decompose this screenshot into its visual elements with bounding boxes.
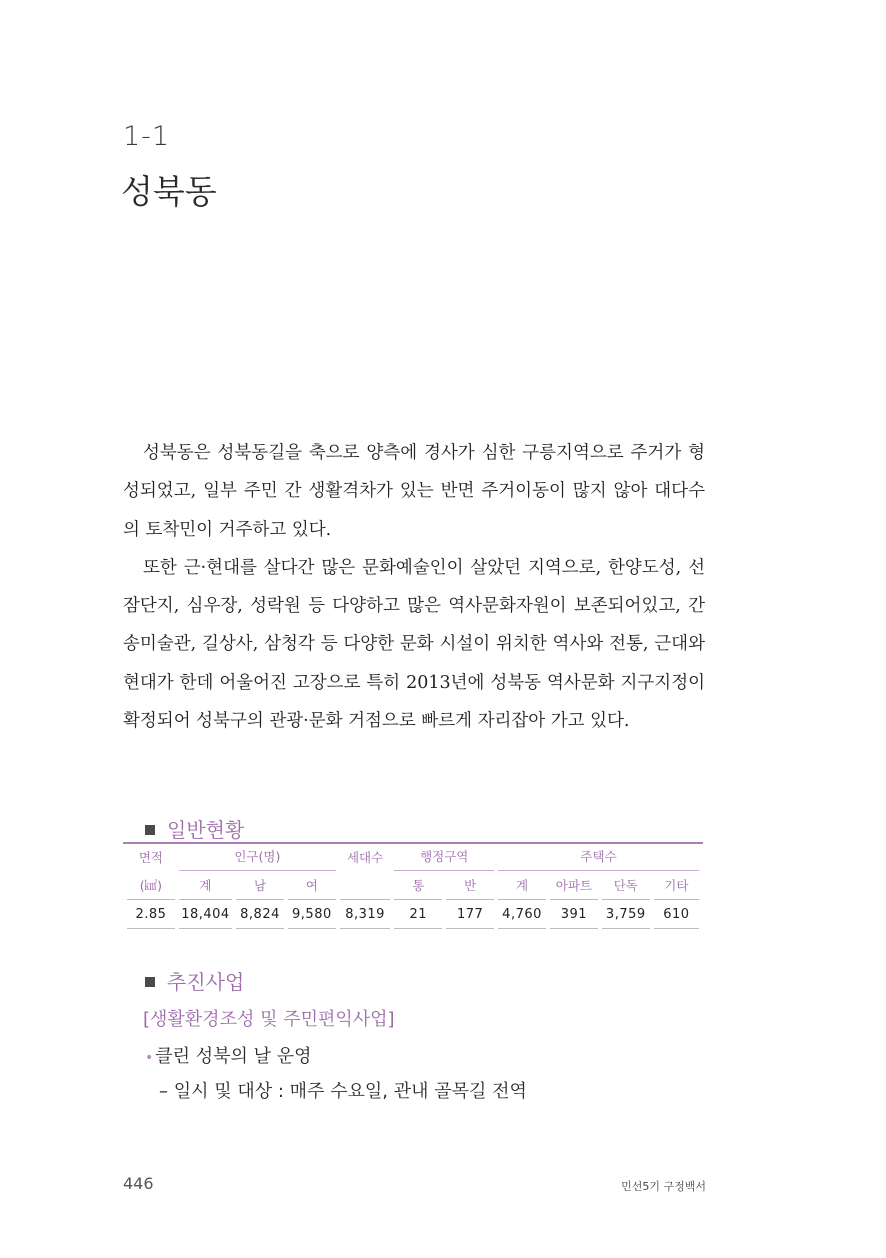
body-text (123, 434, 705, 740)
header-households: 세대수 (346, 849, 384, 865)
header-tong: 통 (394, 871, 442, 900)
project-item (145, 1042, 312, 1068)
value-pop-female: 9,580 (288, 900, 336, 929)
header-apartment: 아파트 (550, 871, 598, 900)
value-other: 610 (654, 900, 699, 929)
value-pop-male: 8,824 (236, 900, 284, 929)
value-detached: 3,759 (602, 900, 650, 929)
project-detail: – 일시 및 대상 : 매주 수요일, 관내 골목길 전역 (159, 1081, 527, 1102)
page-number: 446 (123, 1174, 154, 1193)
value-households: 8,319 (340, 900, 391, 929)
section-number: 1-1 (123, 121, 171, 152)
header-housing: 주택수 (498, 842, 699, 871)
project-category: [생활환경조성 및 주민편익사업] (143, 1009, 395, 1030)
page-title: 성북동 (121, 172, 217, 211)
value-area: 2.85 (127, 900, 175, 929)
value-tong: 21 (394, 900, 442, 929)
value-ban: 177 (446, 900, 494, 929)
header-population: 인구(명) (179, 842, 336, 871)
book-title: 민선5기 구정백서 (621, 1180, 706, 1193)
value-pop-total: 18,404 (179, 900, 232, 929)
header-area: 면적 (138, 849, 164, 865)
general-status-table (123, 842, 703, 929)
header-households-blank (340, 871, 391, 900)
square-bullet-icon (145, 825, 155, 835)
projects-heading (145, 966, 244, 995)
header-area-unit: (㎢) (127, 871, 175, 900)
header-pop-total: 계 (179, 871, 232, 900)
square-bullet-icon (145, 977, 155, 987)
value-apartment: 391 (550, 900, 598, 929)
paragraph-1: 성북동은 성북동길을 축으로 양측에 경사가 심한 구릉지역으로 주거가 형성되었고, 일부 주민 간 생활격차가 있는 반면 주거이동이 많지 않아 대다수의 토착민이 거주하고 있다. (123, 443, 705, 540)
header-ban: 반 (446, 871, 494, 900)
header-admin: 행정구역 (394, 842, 494, 871)
header-detached: 단독 (602, 871, 650, 900)
paragraph-2: 또한 근·현대를 살다간 많은 문화예술인이 살았던 지역으로, 한양도성, 선잠단지, 심우장, 성락원 등 다양하고 많은 역사문화자원이 보존되어있고, 간송미술관, 길상사, 삼청각 등 다양한 문화 시설이 위치한 역사와 전통, 근대와 현대가 한데 어울어진 고장으로 특히 2013년에 성북동 역사문화 지구지정이 확정되어 성북구의 관광·문화 거점으로 빠르게 자리잡아 가고 있다. (123, 557, 705, 732)
header-pop-male: 남 (236, 871, 284, 900)
header-other: 기타 (654, 871, 699, 900)
header-house-total: 계 (498, 871, 546, 900)
bullet-dot-icon: • (145, 1050, 154, 1066)
projects-label: 추진사업 (167, 970, 245, 994)
general-status-heading (145, 814, 244, 843)
general-status-label: 일반현황 (167, 818, 245, 842)
header-pop-female: 여 (288, 871, 336, 900)
project-item-label: 클린 성북의 날 운영 (155, 1046, 312, 1067)
value-house-total: 4,760 (498, 900, 546, 929)
